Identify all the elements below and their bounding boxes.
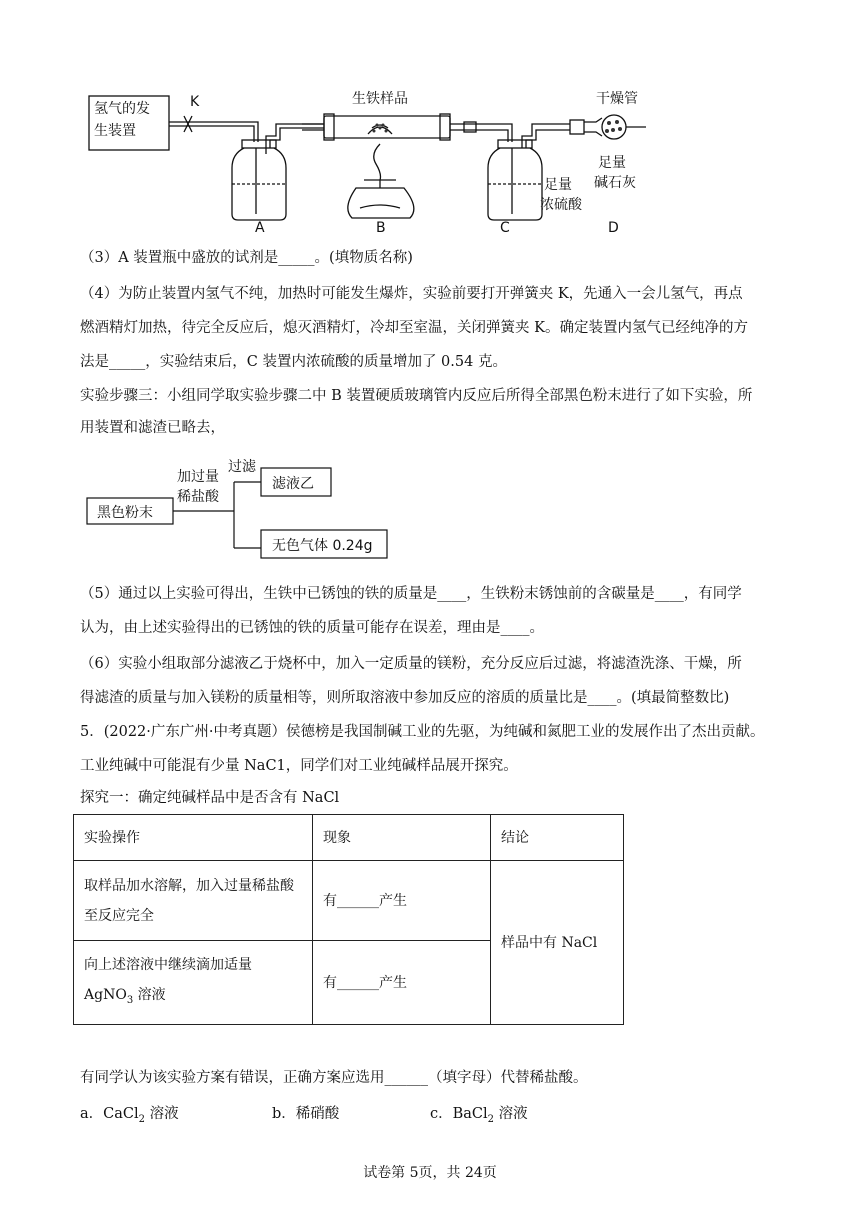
sample-label: 生铁样品 <box>352 91 408 107</box>
flow-filtrate-box: 滤液乙 <box>272 476 314 492</box>
flow-gas-box: 无色气体 0.24g <box>272 538 373 554</box>
clamp-k-label: K <box>190 94 200 110</box>
flow-reagent-line2: 稀盐酸 <box>177 489 219 505</box>
table-row <box>74 861 624 941</box>
solution-word: 溶液 <box>133 986 166 1003</box>
error-statement: 有同学认为该实验方案有错误，正确方案应选用______（填字母）代替稀盐酸。 <box>80 1070 588 1086</box>
lime-label-line2: 碱石灰 <box>594 175 636 191</box>
question-6-line1: （6）实验小组取部分滤液乙于烧杯中，加入一定质量的镁粉，充分反应后过滤，将滤渣洗涤、干燥，所 <box>80 656 742 672</box>
table-header-operation: 实验操作 <box>74 815 313 861</box>
flow-filter-label: 过滤 <box>228 459 256 475</box>
operation-2-line2 <box>84 980 302 1016</box>
sulfuric-label-line2: 浓硫酸 <box>540 197 582 213</box>
question-4-line1: （4）为防止装置内氢气不纯，加热时可能发生爆炸，实验前要打开弹簧夹 K，先通入一会儿氢气，再点 <box>80 286 743 302</box>
option-a-suffix: 溶液 <box>145 1106 179 1122</box>
agno3-formula: AgNO <box>84 986 127 1003</box>
letter-a: A <box>255 220 265 236</box>
agno3-subscript: 3 <box>126 994 134 1006</box>
operation-1-line2: 至反应完全 <box>84 907 154 924</box>
flow-reagent-line1: 加过量 <box>177 469 219 485</box>
table-header-conclusion: 结论 <box>491 815 624 861</box>
letter-b: B <box>376 220 386 236</box>
page-footer: 试卷第 5页，共 24页 <box>363 1165 497 1181</box>
option-c <box>430 1104 528 1130</box>
table-cell-conclusion: 样品中有 NaCl <box>491 861 624 1025</box>
option-c-formula: c．BaCl <box>430 1106 488 1122</box>
option-b: b．稀硝酸 <box>272 1106 340 1122</box>
drying-tube-label: 干燥管 <box>596 91 638 107</box>
question-5-line2: 认为，由上述实验得出的已锈蚀的铁的质量可能存在误差，理由是____。 <box>80 620 544 636</box>
table-header-phenomenon: 现象 <box>313 815 491 861</box>
table-cell-operation-2 <box>74 941 313 1025</box>
table-cell-operation-1 <box>74 861 313 941</box>
generator-label-line2: 生装置 <box>94 123 136 139</box>
question-6-line2: 得滤渣的质量与加入镁粉的质量相等，则所取溶液中参加反应的溶质的质量比是____。(填最简整数比) <box>80 690 730 706</box>
generator-label-line1: 氢气的发 <box>94 101 150 117</box>
table-cell-phenomenon-2: 有______产生 <box>313 941 491 1025</box>
table-header-row <box>74 815 624 861</box>
flow-start-black-powder: 黑色粉末 <box>97 505 153 521</box>
table-cell-phenomenon-1: 有______产生 <box>313 861 491 941</box>
option-c-subscript: 2 <box>487 1113 495 1125</box>
operation-1-line1: 取样品加水溶解，加入过量稀盐酸 <box>84 877 294 894</box>
option-a <box>80 1104 179 1130</box>
option-a-formula: a．CaCl <box>80 1106 139 1122</box>
question-5-line1: （5）通过以上实验可得出，生铁中已锈蚀的铁的质量是____，生铁粉末锈蚀前的含碳量是____，有同学 <box>80 586 742 602</box>
problem-5-line1: 5．(2022·广东广州·中考真题）侯德榜是我国制碱工业的先驱，为纯碱和氮肥工业的发展作出了杰出贡献。 <box>80 724 765 740</box>
experiment-table <box>73 814 624 1025</box>
question-3: （3）A 装置瓶中盛放的试剂是_____。(填物质名称) <box>80 250 413 266</box>
step3-line2: 用装置和滤渣已略去， <box>80 420 225 436</box>
explore-one-heading: 探究一：确定纯碱样品中是否含有 NaCl <box>80 790 340 806</box>
letter-c: C <box>500 220 510 236</box>
question-4-line2: 燃酒精灯加热，待完全反应后，熄灭酒精灯，冷却至室温，关闭弹簧夹 K。确定装置内氢气已经纯净的方 <box>80 320 748 336</box>
lime-label-line1: 足量 <box>598 155 626 171</box>
question-4-line3: 法是_____，实验结束后，C 装置内浓硫酸的质量增加了 0.54 克。 <box>80 354 507 370</box>
step3-line1: 实验步骤三：小组同学取实验步骤二中 B 装置硬质玻璃管内反应后所得全部黑色粉末进行了如下实验，所 <box>80 388 753 404</box>
sulfuric-label-line1: 足量 <box>544 177 572 193</box>
operation-2-line1: 向上述溶液中继续滴加适量 <box>84 956 252 973</box>
option-c-suffix: 溶液 <box>494 1106 528 1122</box>
problem-5-line2: 工业纯碱中可能混有少量 NaC1，同学们对工业纯碱样品展开探究。 <box>80 758 518 774</box>
option-a-subscript: 2 <box>138 1113 145 1125</box>
letter-d: D <box>608 220 619 236</box>
